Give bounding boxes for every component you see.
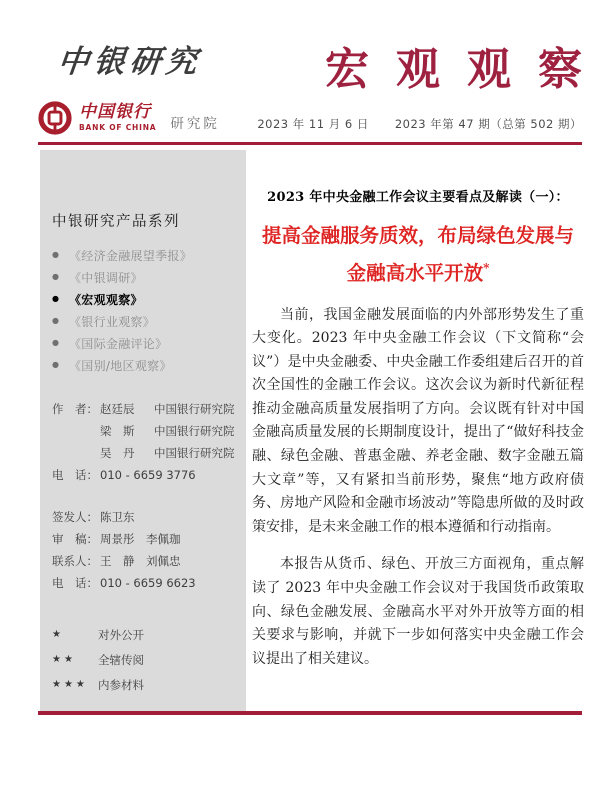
star-icon: ★★ xyxy=(52,654,76,665)
authors-phone-row xyxy=(52,464,238,486)
series-item-label: 《国别/地区观察》 xyxy=(69,358,172,373)
bank-name-en: BANK OF CHINA xyxy=(79,123,157,133)
series-item-label: 《宏观观察》 xyxy=(69,292,143,307)
series-item-label: 《中银调研》 xyxy=(69,270,143,285)
issuer-label: 签发人： xyxy=(52,510,98,524)
classification-legend xyxy=(52,622,238,697)
authors-label: 作 者： xyxy=(52,402,98,416)
paragraph: 当前，我国金融发展面临的内外部形势发生了重大变化。2023 年中央金融工作会议（下文简称“会议”）是中央金融委、中央金融工作委组建后召开的首次全国性的金融工作会议。这次会议为新时代新征程推动金融高质量发展指明了方向。会议既有针对中国金融高质量发展的长期制度设计，提出了“做好科技金融、绿色金融、普惠金融、养老金融、数字金融五篇大文章”等，又有紧扣当前形势，聚焦“地方政府债务、房地产风险和金融市场波动”等隐患所做的及时政策安排，是未来金融工作的根本遵循和行动指南。 xyxy=(252,306,584,535)
article-kicker: 2023 年中央金融工作会议主要看点及解读（一）： xyxy=(267,190,569,205)
sidebar xyxy=(40,150,246,711)
author-name: 赵廷辰 xyxy=(100,402,135,416)
contact-label: 联系人： xyxy=(52,554,98,568)
author-row xyxy=(52,398,238,420)
bullet-icon xyxy=(52,273,69,281)
series-item-country-region-observation xyxy=(52,354,238,376)
issuer-row xyxy=(52,506,238,528)
series-item-macro-observation-current xyxy=(52,288,238,310)
legend-label: 对外公开 xyxy=(98,627,144,642)
phone-label: 电 话： xyxy=(52,576,98,590)
title-line1: 提高金融服务质效，布局绿色发展与 xyxy=(261,224,574,247)
brand-calligraphy: 中银研究 xyxy=(55,44,204,80)
legend-label: 内参材料 xyxy=(98,677,144,692)
series-title: 中银研究产品系列 xyxy=(52,214,180,230)
bank-of-china-emblem-icon xyxy=(38,101,72,135)
bullet-icon xyxy=(52,251,69,259)
paragraph: 本报告从货币、绿色、开放三方面视角，重点解读了 2023 年中央金融工作会议对于我国货币政策取向、绿色金融发展、金融高水平对外开放等方面的相关要求与影响，并就下一步如何落实中央金融工作会议提出了相关建议。 xyxy=(252,556,584,667)
contact-names: 王 静 刘佩忠 xyxy=(100,554,181,568)
legend-row-public xyxy=(52,622,238,647)
author-org: 中国银行研究院 xyxy=(154,402,235,416)
reviewer-row xyxy=(52,528,238,550)
bullet-icon xyxy=(52,361,69,369)
staff-phone-row xyxy=(52,572,238,594)
bottom-divider xyxy=(38,711,582,715)
phone-number: 010 - 6659 3776 xyxy=(100,468,196,482)
series-item-label: 《国际金融评论》 xyxy=(69,336,168,351)
series-item-economic-financial-outlook xyxy=(52,244,238,266)
footnote-marker: * xyxy=(483,261,490,275)
star-icon: ★ xyxy=(52,629,64,640)
article-title xyxy=(252,219,584,290)
author-row xyxy=(52,420,238,442)
author-org: 中国银行研究院 xyxy=(154,424,235,438)
bank-name-cn: 中国银行 xyxy=(79,101,151,122)
series-list xyxy=(52,244,238,376)
institute-label: 研究院 xyxy=(170,116,220,132)
legend-row-internal xyxy=(52,647,238,672)
bullet-icon xyxy=(52,339,69,347)
issue-number: 2023 年第 47 期（总第 502 期） xyxy=(394,117,582,131)
author-name: 吴 丹 xyxy=(100,446,135,460)
title-line2: 金融高水平开放 xyxy=(346,261,484,285)
publication-title: 宏观观察 xyxy=(325,44,609,95)
issuer-name: 陈卫东 xyxy=(100,510,135,524)
series-item-label: 《银行业观察》 xyxy=(69,314,156,329)
author-row xyxy=(52,442,238,464)
author-name: 梁 斯 xyxy=(100,424,135,438)
article xyxy=(252,150,584,671)
logo-row xyxy=(38,101,582,135)
phone-number: 010 - 6659 6623 xyxy=(100,576,196,590)
series-item-label: 《经济金融展望季报》 xyxy=(69,248,193,263)
bullet-icon xyxy=(52,295,69,303)
issue-info xyxy=(257,116,582,132)
legend-row-restricted xyxy=(52,672,238,697)
contact-row xyxy=(52,550,238,572)
legend-label: 全辖传阅 xyxy=(98,652,144,667)
phone-label: 电 话： xyxy=(52,468,98,482)
bank-name xyxy=(79,101,157,133)
reviewer-label: 审 稿： xyxy=(52,532,98,546)
series-item-banking-observation xyxy=(52,310,238,332)
star-icon: ★★★ xyxy=(52,679,88,690)
series-item-intl-finance-review xyxy=(52,332,238,354)
bullet-icon xyxy=(52,317,69,325)
authors-block xyxy=(52,398,238,486)
article-body xyxy=(252,304,584,672)
top-divider xyxy=(38,142,582,145)
issue-date: 2023 年 11 月 6 日 xyxy=(257,117,369,131)
series-item-boc-survey xyxy=(52,266,238,288)
author-org: 中国银行研究院 xyxy=(154,446,235,460)
staff-block xyxy=(52,506,238,594)
reviewer-names: 周景彤 李佩珈 xyxy=(100,532,181,546)
